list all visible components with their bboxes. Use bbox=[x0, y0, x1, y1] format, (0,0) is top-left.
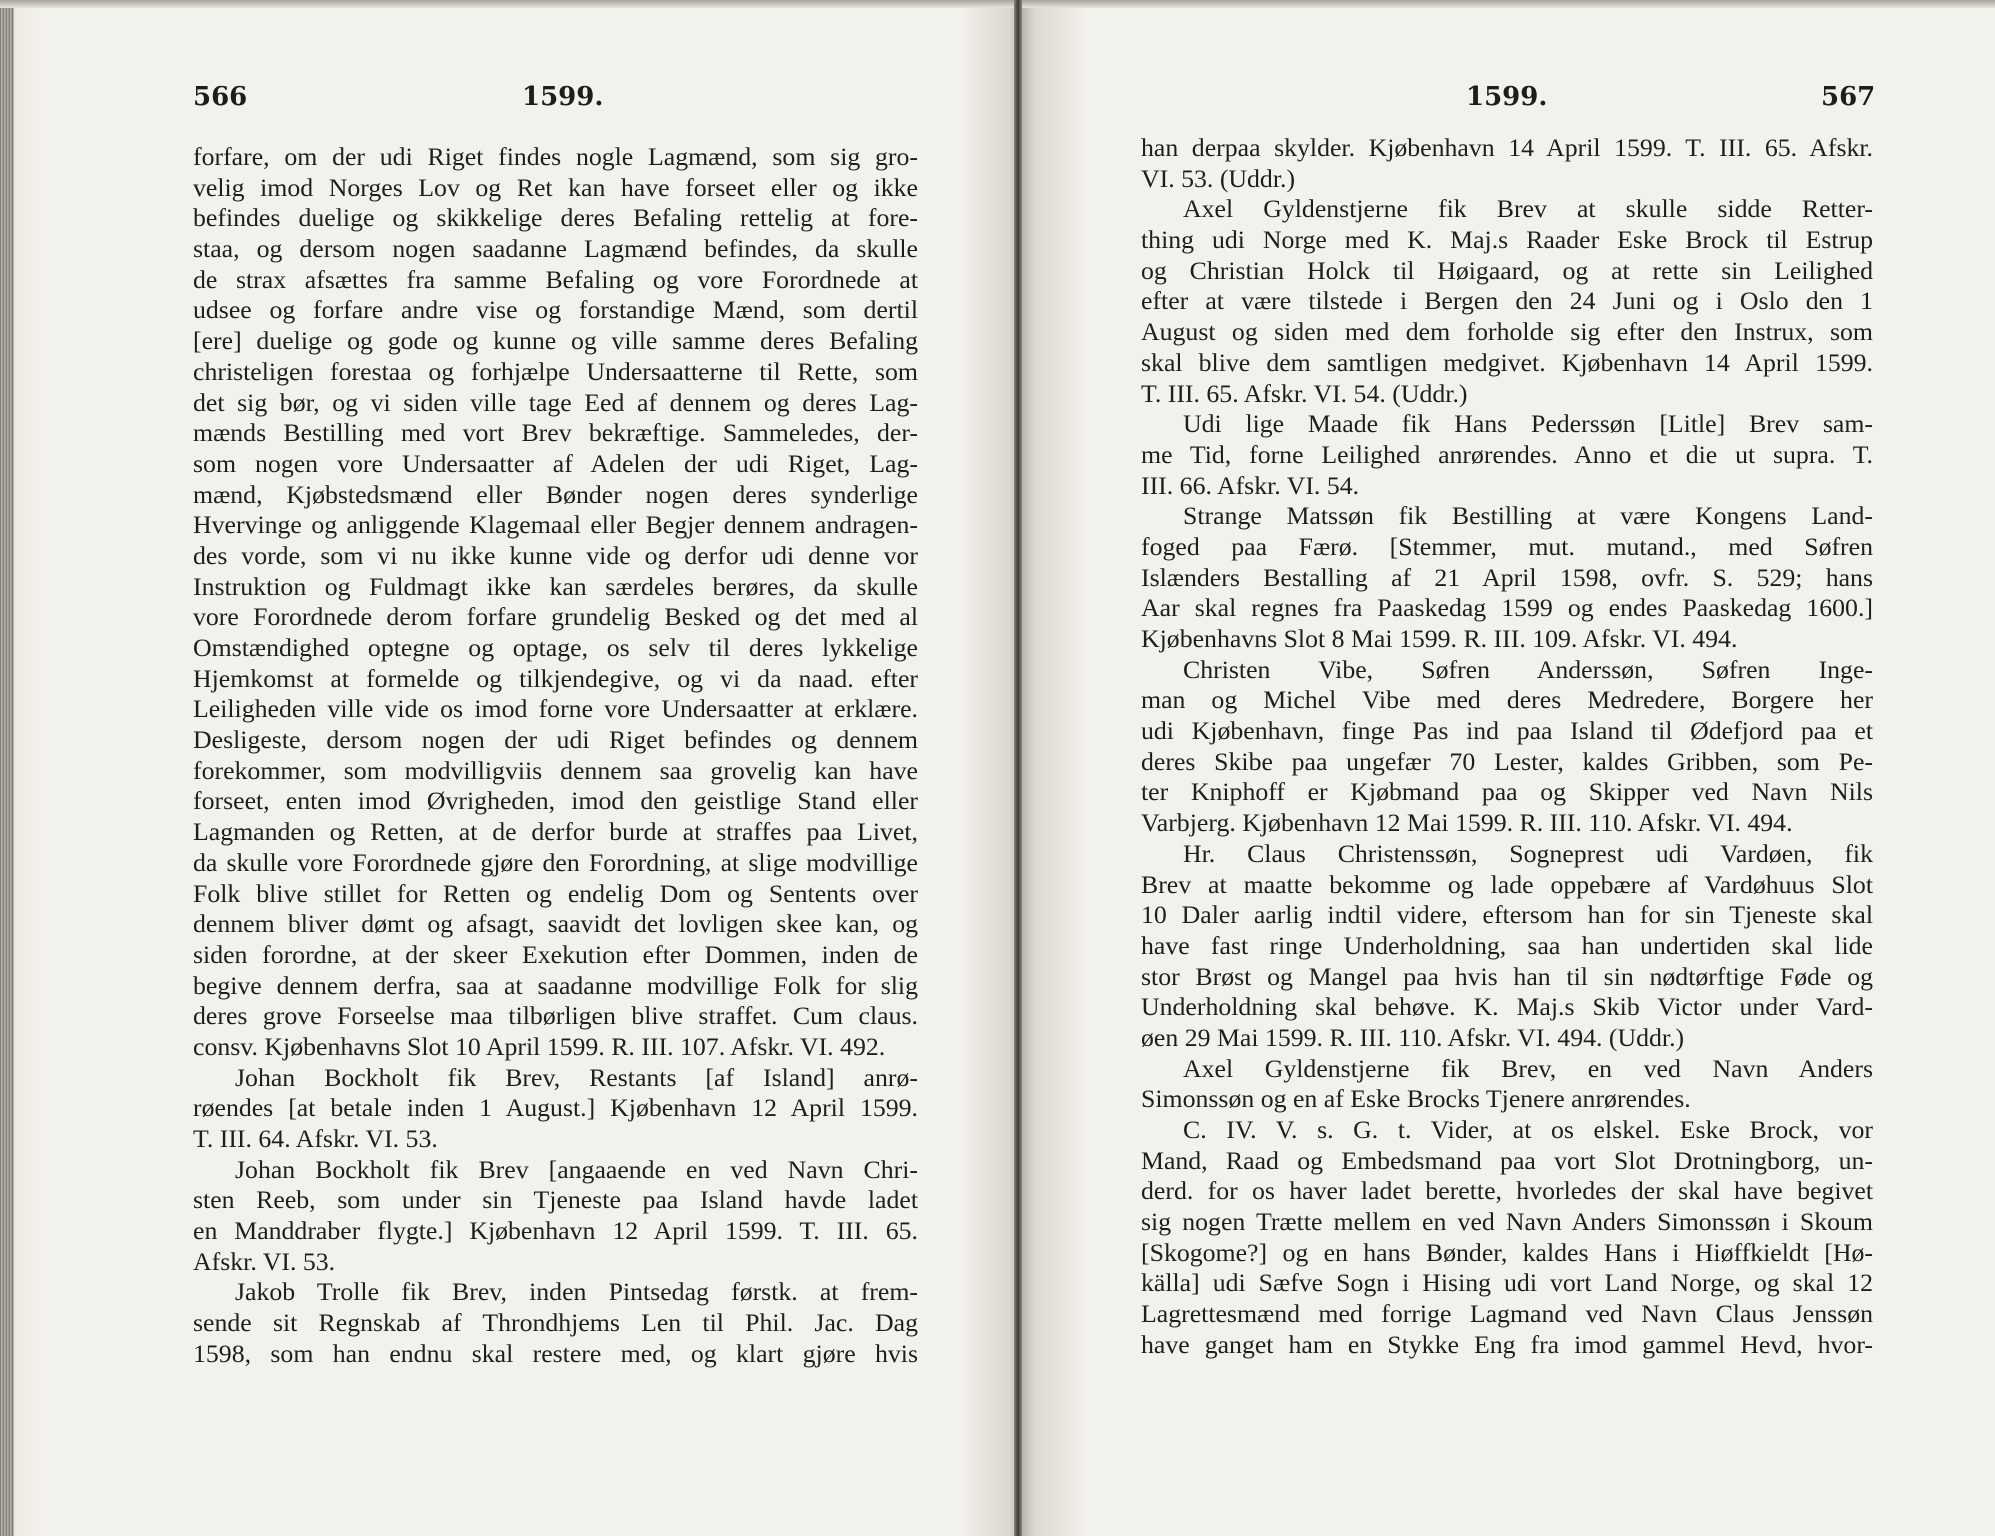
text-line: Jakob Trolle fik Brev, inden Pintsedag førstk. at frem- bbox=[235, 1277, 918, 1307]
text-line: Islænders Bestalling af 21 April 1598, ovfr. S. 529; hans bbox=[1141, 562, 1873, 592]
text-line: forekommer, som modvilligviis dennem saa grovelig kan have bbox=[193, 755, 918, 785]
text-line: de strax afsættes fra samme Befaling og vore Forordnede at bbox=[193, 264, 918, 294]
text-line: skal blive dem samtligen medgivet. Kjøbenhavn 14 April 1599. bbox=[1141, 347, 1873, 377]
text-line: sende sit Regnskab af Throndhjems Len til Phil. Jac. Dag bbox=[193, 1308, 918, 1338]
text-line: efter at være tilstede i Bergen den 24 Juni og i Oslo den 1 bbox=[1141, 286, 1873, 316]
text-line: forseet, enten imod Øvrigheden, imod den geistlige Stand eller bbox=[193, 786, 918, 816]
page-body-text bbox=[1141, 133, 1873, 1361]
text-line: have fast ringe Underholdning, saa han undertiden skal lide bbox=[1141, 930, 1873, 960]
text-line: C. IV. V. s. G. t. Vider, at os elskel. Eske Brock, vor bbox=[1183, 1115, 1873, 1144]
text-line: Hr. Claus Christenssøn, Sogneprest udi Vardøen, fik bbox=[1183, 838, 1873, 868]
text-line: udsee og forfare andre vise og forstandige Mænd, som dertil bbox=[193, 295, 918, 325]
text-line: Afskr. VI. 53. bbox=[193, 1246, 336, 1276]
text-line: [Skogome?] og en hans Bønder, kaldes Hans i Hiøffkieldt [Hø- bbox=[1141, 1237, 1873, 1267]
text-line: Axel Gyldenstjerne fik Brev at skulle sidde Retter- bbox=[1183, 194, 1873, 224]
text-line: derd. for os haver ladet berette, hvorledes der skal have begivet bbox=[1141, 1176, 1873, 1206]
text-line: källa] udi Sæfve Sogn i Hising udi vort Land Norge, og skal 12 bbox=[1141, 1268, 1873, 1298]
text-line: christeligen forestaa og forhjælpe Undersaatterne til Rette, som bbox=[193, 356, 918, 386]
text-line: Brev at maatte bekomme og lade oppebære af Vardøhuus Slot bbox=[1141, 869, 1873, 899]
text-line: Aar skal regnes fra Paaskedag 1599 og endes Paaskedag 1600.] bbox=[1141, 593, 1873, 623]
text-line: consv. Kjøbenhavns Slot 10 April 1599. R. III. 107. Afskr. VI. 492. bbox=[193, 1031, 886, 1061]
text-line: Instruktion og Fuldmagt ikke kan særdeles berøres, da skulle bbox=[193, 571, 918, 601]
text-line: 10 Daler aarlig indtil videre, eftersom han for sin Tjeneste skal bbox=[1141, 900, 1873, 930]
text-line: stor Brøst og Mangel paa hvis han til sin nødtørftige Føde og bbox=[1141, 961, 1873, 991]
text-line: Mand, Raad og Embedsmand paa vort Slot Drotningborg, un- bbox=[1141, 1145, 1873, 1175]
text-line: Leiligheden ville vide os imod forne vore Undersaatter at erklære. bbox=[193, 694, 918, 724]
text-line: thing udi Norge med K. Maj.s Raader Eske Brock til Estrup bbox=[1141, 225, 1873, 255]
text-line: udi Kjøbenhavn, finge Pas ind paa Island til Ødefjord paa et bbox=[1141, 716, 1873, 746]
page-number: 567 bbox=[1821, 82, 1876, 112]
book-gutter bbox=[1014, 0, 1022, 1536]
top-edge bbox=[0, 0, 1022, 8]
text-line: mænd, Kjøbstedsmænd eller Bønder nogen deres synderlige bbox=[193, 479, 918, 509]
text-line: August og siden med dem forholde sig efter den Instrux, som bbox=[1141, 317, 1873, 347]
right-page bbox=[1017, 0, 1995, 1536]
running-head: 1599. bbox=[522, 82, 604, 112]
text-line: Johan Bockholt fik Brev [angaaende en ved Navn Chri- bbox=[235, 1154, 918, 1184]
text-line: des vorde, som vi nu ikke kunne vide og derfor udi denne vor bbox=[193, 540, 918, 570]
text-line: Simonssøn og en af Eske Brocks Tjenere anrørendes. bbox=[1141, 1084, 1691, 1114]
text-line: Lagrettesmænd med forrige Lagmand ved Navn Claus Jenssøn bbox=[1141, 1299, 1873, 1329]
text-line: Omstændighed optegne og optage, os selv til deres lykkelige bbox=[193, 633, 918, 662]
text-line: Strange Matssøn fik Bestilling at være Kongens Land- bbox=[1183, 501, 1873, 531]
text-line: sten Reeb, som under sin Tjeneste paa Island havde ladet bbox=[193, 1185, 918, 1215]
text-line: en Manddraber flygte.] Kjøbenhavn 12 April 1599. T. III. 65. bbox=[193, 1216, 918, 1246]
text-line: deres grove Forseelse maa tilbørligen blive straffet. Cum claus. bbox=[193, 1001, 918, 1031]
text-line: det sig bør, og vi siden ville tage Eed af dennem og deres Lag- bbox=[193, 387, 918, 417]
text-line: ter Kniphoff er Kjøbmand paa og Skipper ved Navn Nils bbox=[1141, 777, 1873, 807]
text-line: befindes duelige og skikkelige deres Befaling rettelig at fore- bbox=[193, 203, 918, 233]
text-line: Kjøbenhavns Slot 8 Mai 1599. R. III. 109. Afskr. VI. 494. bbox=[1141, 624, 1738, 653]
text-line: vore Forordnede derom forfare grundelig Besked og det med al bbox=[193, 602, 918, 632]
text-line: han derpaa skylder. Kjøbenhavn 14 April 1599. T. III. 65. Afskr. bbox=[1141, 133, 1873, 162]
text-line: have ganget ham en Stykke Eng fra imod gammel Hevd, hvor- bbox=[1141, 1329, 1873, 1359]
text-line: man og Michel Vibe med deres Medredere, Borgere her bbox=[1141, 685, 1873, 715]
text-line: Hjemkomst at formelde og tilkjendegive, og vi da naad. efter bbox=[193, 663, 918, 693]
text-line: og Christian Holck til Høigaard, og at rette sin Leilighed bbox=[1141, 255, 1873, 285]
text-line: deres Skibe paa ungefær 70 Lester, kaldes Gribben, som Pe- bbox=[1141, 746, 1873, 776]
text-line: Christen Vibe, Søfren Anderssøn, Søfren Inge- bbox=[1183, 654, 1873, 684]
text-line: Axel Gyldenstjerne fik Brev, en ved Navn Anders bbox=[1183, 1053, 1873, 1083]
text-line: VI. 53. (Uddr.) bbox=[1141, 163, 1296, 193]
text-line: 1598, som han endnu skal restere med, og klart gjøre hvis bbox=[193, 1338, 918, 1368]
text-line: me Tid, forne Leilighed anrørendes. Anno et die ut supra. T. bbox=[1141, 439, 1873, 469]
text-line: III. 66. Afskr. VI. 54. bbox=[1141, 470, 1360, 500]
text-line: som nogen vore Undersaatter af Adelen der udi Riget, Lag- bbox=[193, 448, 918, 478]
text-line: Underholdning skal behøve. K. Maj.s Skib Victor under Vard- bbox=[1141, 992, 1873, 1022]
text-line: siden forordne, at der skeer Exekution efter Dommen, inden de bbox=[193, 939, 918, 969]
text-line: Hvervinge og anliggende Klagemaal eller Begjer dennem andragen- bbox=[193, 510, 918, 540]
text-line: begive dennem derfra, saa at saadanne modvillige Folk for slig bbox=[193, 970, 918, 1000]
page-body-text bbox=[193, 142, 918, 1370]
text-line: [ere] duelige og gode og kunne og ville samme deres Befaling bbox=[193, 326, 918, 356]
text-line: foged paa Færø. [Stemmer, mut. mutand., med Søfren bbox=[1141, 531, 1873, 561]
text-line: T. III. 64. Afskr. VI. 53. bbox=[193, 1124, 438, 1153]
top-edge bbox=[1017, 0, 1995, 8]
text-line: da skulle vore Forordnede gjøre den Forordning, at slige modvillige bbox=[193, 847, 918, 877]
page-edge-stack bbox=[0, 0, 14, 1536]
text-line: Udi lige Maade fik Hans Pederssøn [Litle] Brev sam- bbox=[1183, 409, 1873, 439]
page-number: 566 bbox=[193, 82, 248, 112]
text-line: staa, og dersom nogen saadanne Lagmænd befindes, da skulle bbox=[193, 234, 918, 264]
text-line: røendes [at betale inden 1 August.] Kjøbenhavn 12 April 1599. bbox=[193, 1093, 918, 1123]
text-line: Varbjerg. Kjøbenhavn 12 Mai 1599. R. III. 110. Afskr. VI. 494. bbox=[1141, 808, 1793, 838]
text-line: forfare, om der udi Riget findes nogle Lagmænd, som sig gro- bbox=[193, 142, 918, 171]
text-line: T. III. 65. Afskr. VI. 54. (Uddr.) bbox=[1141, 378, 1468, 408]
text-line: Johan Bockholt fik Brev, Restants [af Island] anrø- bbox=[235, 1062, 918, 1092]
text-line: sig nogen Trætte mellem en ved Navn Anders Simonssøn i Skoum bbox=[1141, 1207, 1873, 1237]
text-line: øen 29 Mai 1599. R. III. 110. Afskr. VI. 494. (Uddr.) bbox=[1141, 1022, 1685, 1052]
text-line: velig imod Norges Lov og Ret kan have forseet eller og ikke bbox=[193, 172, 918, 202]
running-head: 1599. bbox=[1466, 82, 1548, 112]
text-line: Folk blive stillet for Retten og endelig Dom og Sentents over bbox=[193, 878, 918, 908]
text-line: Lagmanden og Retten, at de derfor burde at straffes paa Livet, bbox=[193, 817, 918, 847]
text-line: mænds Bestilling med vort Brev bekræftige. Sammeledes, der- bbox=[193, 418, 918, 448]
text-line: Desligeste, dersom nogen der udi Riget befindes og dennem bbox=[193, 725, 918, 755]
text-line: dennem bliver dømt og afsagt, saavidt det lovligen skee kan, og bbox=[193, 909, 918, 939]
